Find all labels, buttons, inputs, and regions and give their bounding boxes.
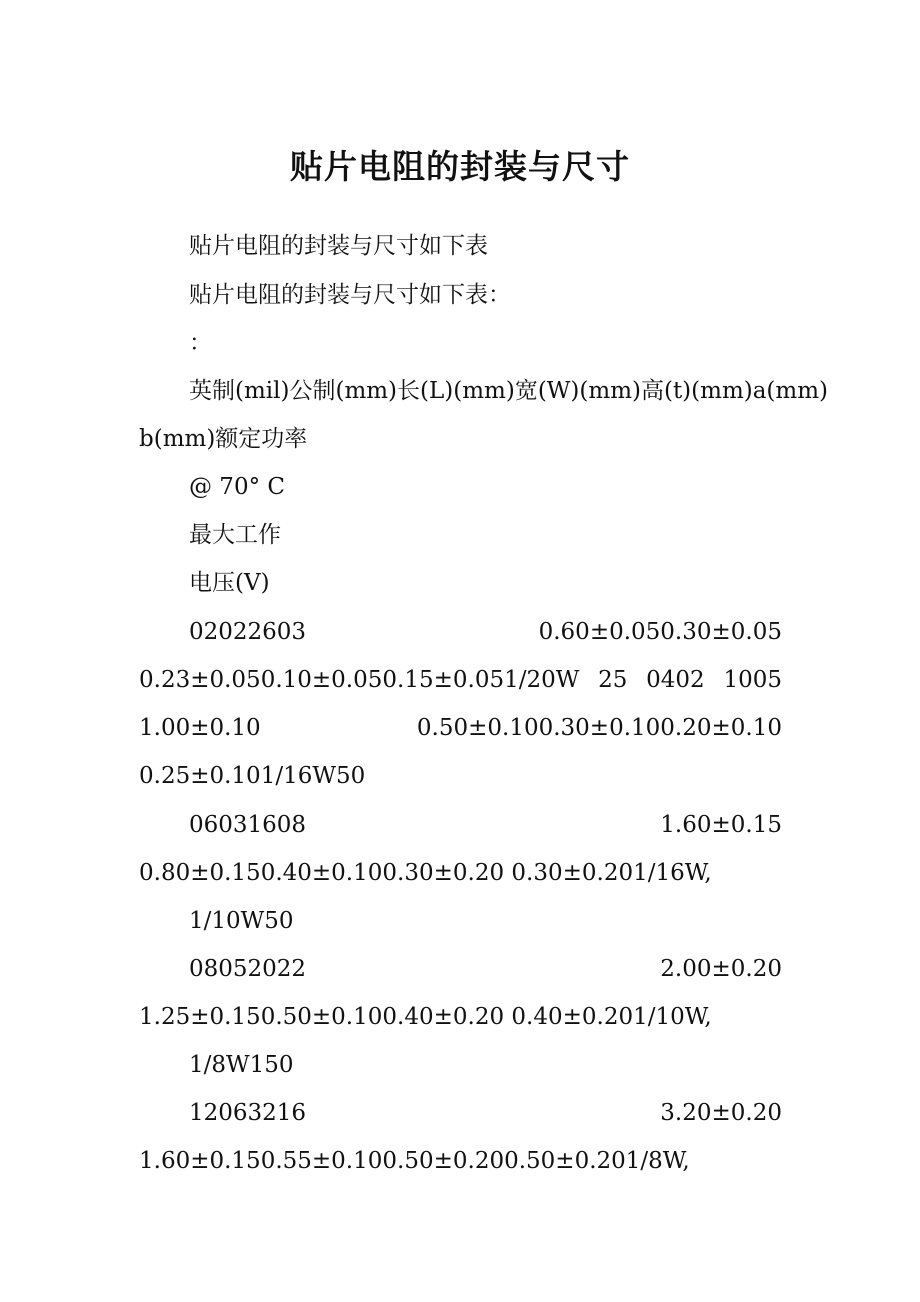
- row-code: 06031608: [189, 812, 307, 838]
- row-values: 1.00±0.10: [139, 715, 261, 741]
- row-0402-line-1: [139, 711, 782, 745]
- document-title: 贴片电阻的封装与尺寸: [290, 147, 630, 186]
- row-code: 08052022: [189, 956, 307, 982]
- row-values: 2.00±0.20: [660, 956, 782, 982]
- intro-line: 贴片电阻的封装与尺寸如下表: [189, 233, 488, 259]
- row-values: 0.60±0.050.30±0.05: [538, 619, 782, 645]
- row-0805-line-2: 1.25±0.150.50±0.100.40±0.20 0.40±0.201/10W,: [139, 1004, 712, 1030]
- table-header-line-4: 最大工作: [189, 522, 281, 548]
- table-header-line-2: b(mm)额定功率: [139, 426, 308, 452]
- row-code: 02022603: [189, 619, 307, 645]
- row-0603-line-1: [189, 808, 782, 842]
- row-values: 0.23±0.050.10±0.050.15±0.051/20W: [139, 667, 580, 693]
- row-values: 3.20±0.20: [660, 1100, 782, 1126]
- row-0805-line-3: 1/8W150: [189, 1052, 294, 1078]
- row-0603-line-2: 0.80±0.150.40±0.100.30±0.20 0.30±0.201/16W,: [139, 860, 712, 886]
- row-values: 0.50±0.100.30±0.100.20±0.10: [416, 715, 782, 741]
- row-0603-line-3: 1/10W50: [189, 908, 294, 934]
- colon-line: ：: [189, 330, 212, 356]
- intro-line-colon: 贴片电阻的封装与尺寸如下表：: [189, 282, 511, 308]
- row-code: 0402: [646, 667, 705, 693]
- row-1206-line-1: [189, 1096, 782, 1130]
- row-0402-line-2: 0.25±0.101/16W50: [139, 763, 366, 789]
- row-values: 1.60±0.15: [660, 812, 782, 838]
- row-0805-line-1: [189, 952, 782, 986]
- table-header-line-1: 英制(mil)公制(mm)长(L)(mm)宽(W)(mm)高(t)(mm)a(mm): [189, 378, 829, 404]
- row-voltage: 25: [598, 667, 628, 693]
- row-0201-line-2: [139, 663, 782, 697]
- table-header-line-5: 电压(V): [189, 570, 270, 596]
- row-code: 12063216: [189, 1100, 307, 1126]
- table-header-line-3: @ 70° C: [189, 474, 285, 500]
- row-0201-line-1: [189, 615, 782, 649]
- row-1206-line-2: 1.60±0.150.55±0.100.50±0.200.50±0.201/8W,: [139, 1148, 690, 1174]
- row-code: 1005: [723, 667, 782, 693]
